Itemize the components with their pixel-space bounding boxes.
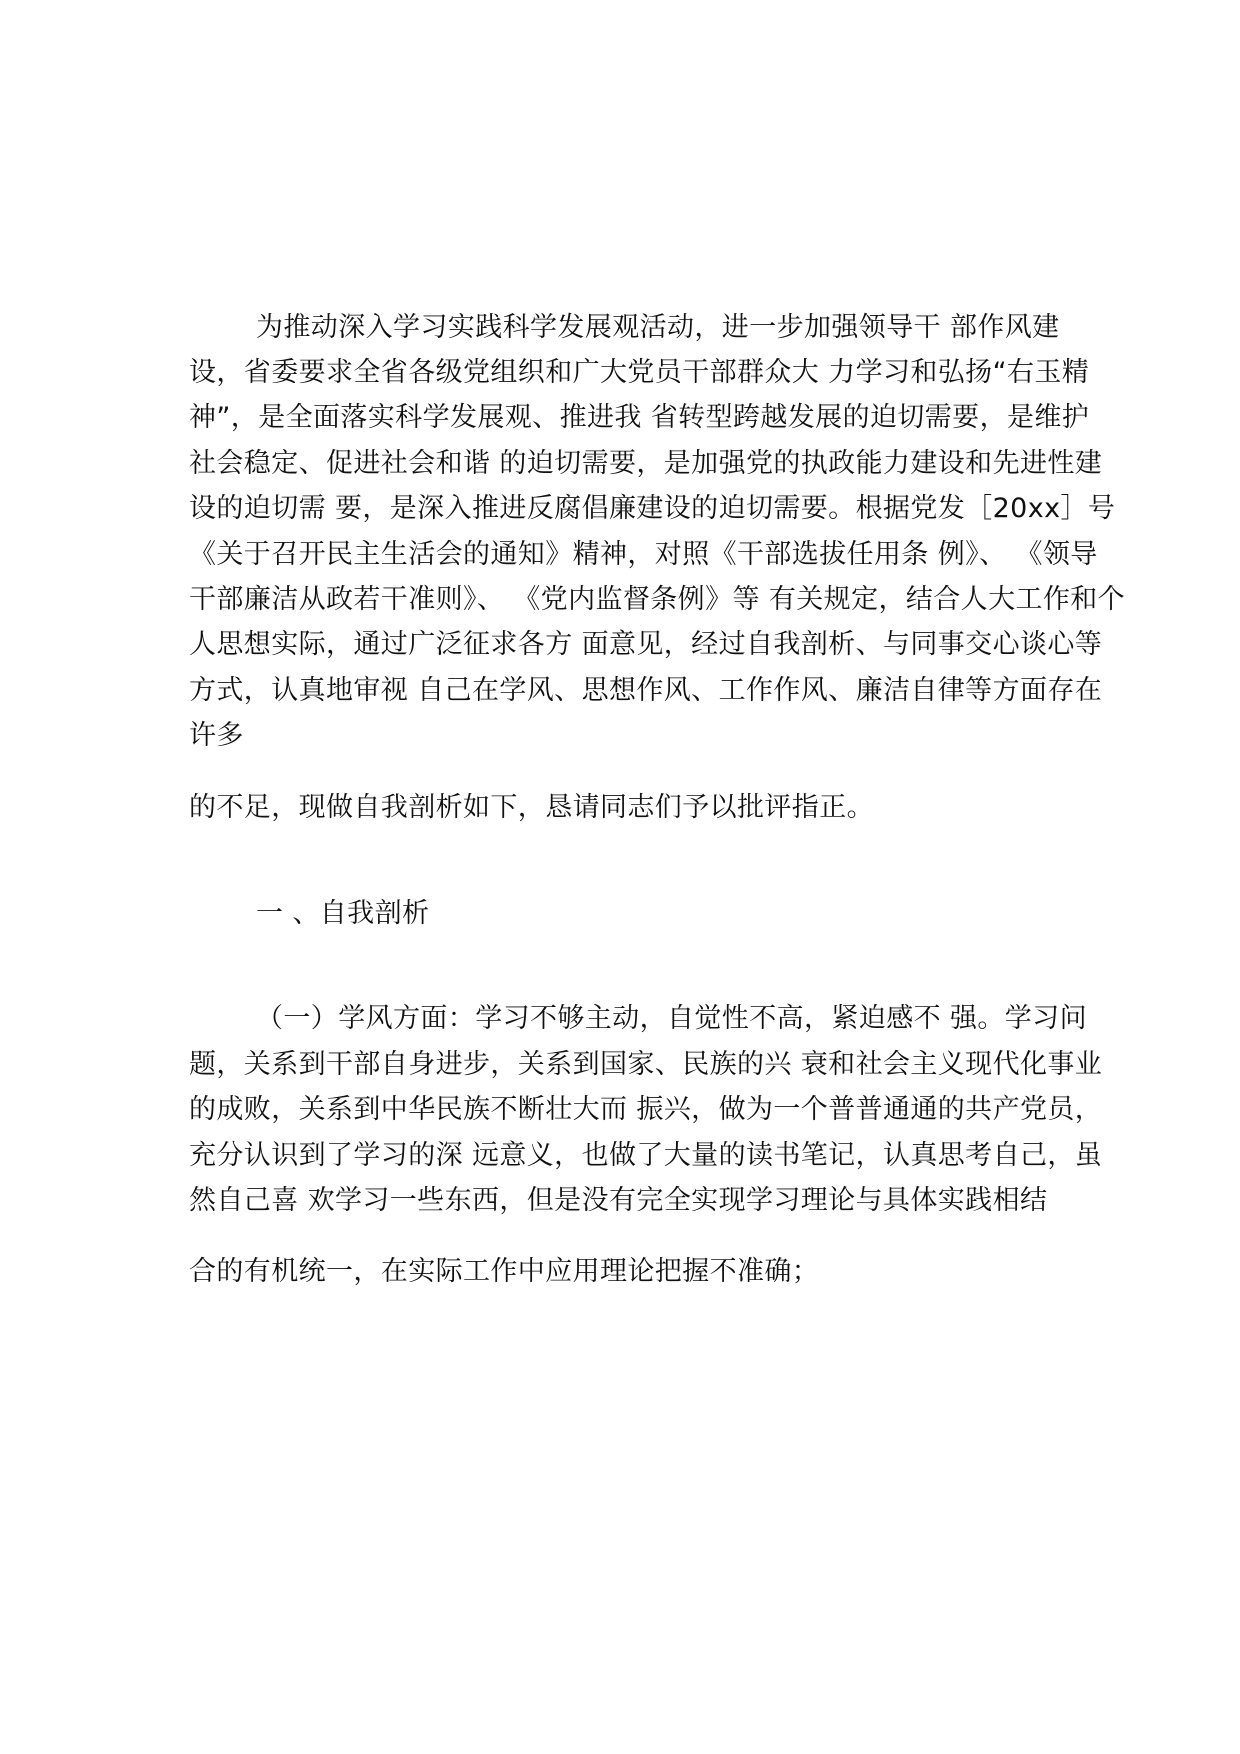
paragraph-1-line-8: 人思想实际，通过广泛征求各方 面意见，经过自我剖析、与同事交心谈心等 [189, 629, 1103, 660]
paragraph-1-line-4: 社会稳定、促进社会和谐 的迫切需要，是加强党的执政能力建设和先进性建 [189, 448, 1103, 479]
paragraph-2-line-1: （一）学风方面：学习不够主动，自觉性不高，紧迫感不 强。学习问 [256, 1003, 1087, 1034]
paragraph-1-line-6: 《关于召开民主生活会的通知》精神，对照《干部选拔任用条 例》、 《领导 [189, 539, 1098, 570]
paragraph-2-tail: 合的有机统一，在实际工作中应用理论把握不准确； [189, 1256, 820, 1287]
paragraph-1-line-2: 设，省委要求全省各级党组织和广大党员干部群众大 力学习和弘扬“右玉精 [189, 357, 1090, 388]
paragraph-1-line-10: 许多 [189, 720, 244, 751]
paragraph-2-line-4: 充分认识到了学习的深 远意义，也做了大量的读书笔记，认真思考自己，虽 [189, 1140, 1103, 1171]
paragraph-1-line-3: 神”，是全面落实科学发展观、推进我 省转型跨越发展的迫切需要，是维护 [189, 402, 1090, 433]
paragraph-2-line-2: 题，关系到干部自身进步，关系到国家、民族的兴 衰和社会主义现代化事业 [189, 1049, 1103, 1080]
paragraph-2-line-5: 然自己喜 欢学习一些东西，但是没有完全实现学习理论与具体实践相结 [189, 1185, 1048, 1216]
paragraph-1-line-7: 干部廉洁从政若干准则》、 《党内监督条例》等 有关规定，结合人大工作和个 [189, 584, 1126, 615]
paragraph-1-line-5: 设的迫切需 要，是深入推进反腐倡廉建设的迫切需要。根据党发［20xx］号 [189, 493, 1116, 524]
section-heading: 一 、自我剖析 [256, 898, 430, 929]
paragraph-2-line-3: 的成败，关系到中华民族不断壮大而 振兴，做为一个普普通通的共产党员， [189, 1094, 1103, 1125]
paragraph-1-line-1: 为推动深入学习实践科学发展观活动，进一步加强领导干 部作风建 [256, 312, 1060, 343]
paragraph-1-line-9: 方式，认真地审视 自己在学风、思想作风、工作作风、廉洁自律等方面存在 [189, 675, 1103, 706]
paragraph-1-tail: 的不足，现做自我剖析如下，恳请同志们予以批评指正。 [189, 792, 874, 823]
